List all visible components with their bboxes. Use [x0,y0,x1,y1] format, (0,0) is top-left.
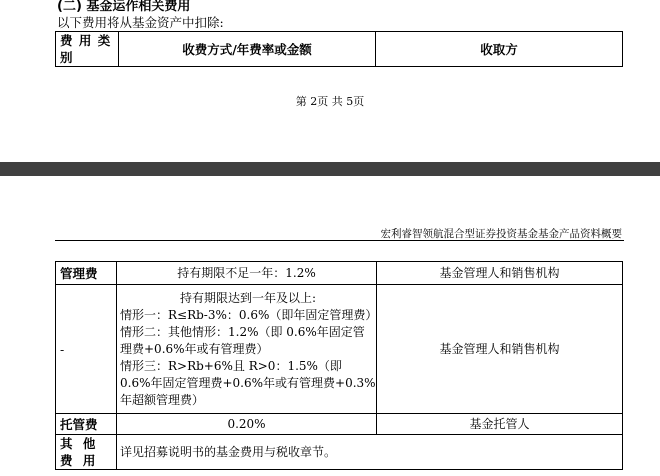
row-method: 详见招募说明书的基金费用与税收章节。 [117,435,623,470]
row-category: 其 他 费 用 [56,435,117,470]
intro-text: 以下费用将从基金资产中扣除: [57,15,224,30]
method-line: 持有期限达到一年及以上: [179,290,317,305]
row-category: 管理费 [56,262,117,285]
header-rule [55,240,624,241]
page-footer: 第 2页 共 5页 [295,95,365,108]
row-method: 0.20% [117,414,377,435]
header-recipient: 收取方 [376,32,623,67]
method-line: 情形三：R>Rb+6%且 R>0：1.5%（即 0.6%年固定管理费+0.6%年或有管理费+0.3%年超额管理费） [120,358,376,407]
running-header: 宏利睿智领航混合型证券投资基金基金产品资料概要 [380,228,622,240]
header-method: 收费方式/年费率或金额 [119,32,376,67]
row-recipient: 基金托管人 [377,414,623,435]
header-category: 费 用 类 别 [56,32,119,67]
row-recipient: 基金管理人和销售机构 [377,285,623,414]
table-row [56,262,623,285]
row-method [117,285,377,414]
fee-table-header [55,31,623,67]
section-heading: (二) 基金运作相关费用 [57,0,191,14]
method-line: 情形一：R≤Rb-3%：0.6%（即年固定管理费） [120,307,378,322]
table-row [56,414,623,435]
row-recipient: 基金管理人和销售机构 [377,262,623,285]
row-method: 持有期限不足一年：1.2% [117,262,377,285]
fee-table [55,261,623,470]
table-row [56,435,623,470]
row-category: 托管费 [56,414,117,435]
method-line: 情形二：其他情形：1.2%（即 0.6%年固定管理费+0.6%年或有管理费） [120,324,365,356]
row-category: - [56,285,117,414]
page-separator [0,162,660,176]
table-row [56,285,623,414]
